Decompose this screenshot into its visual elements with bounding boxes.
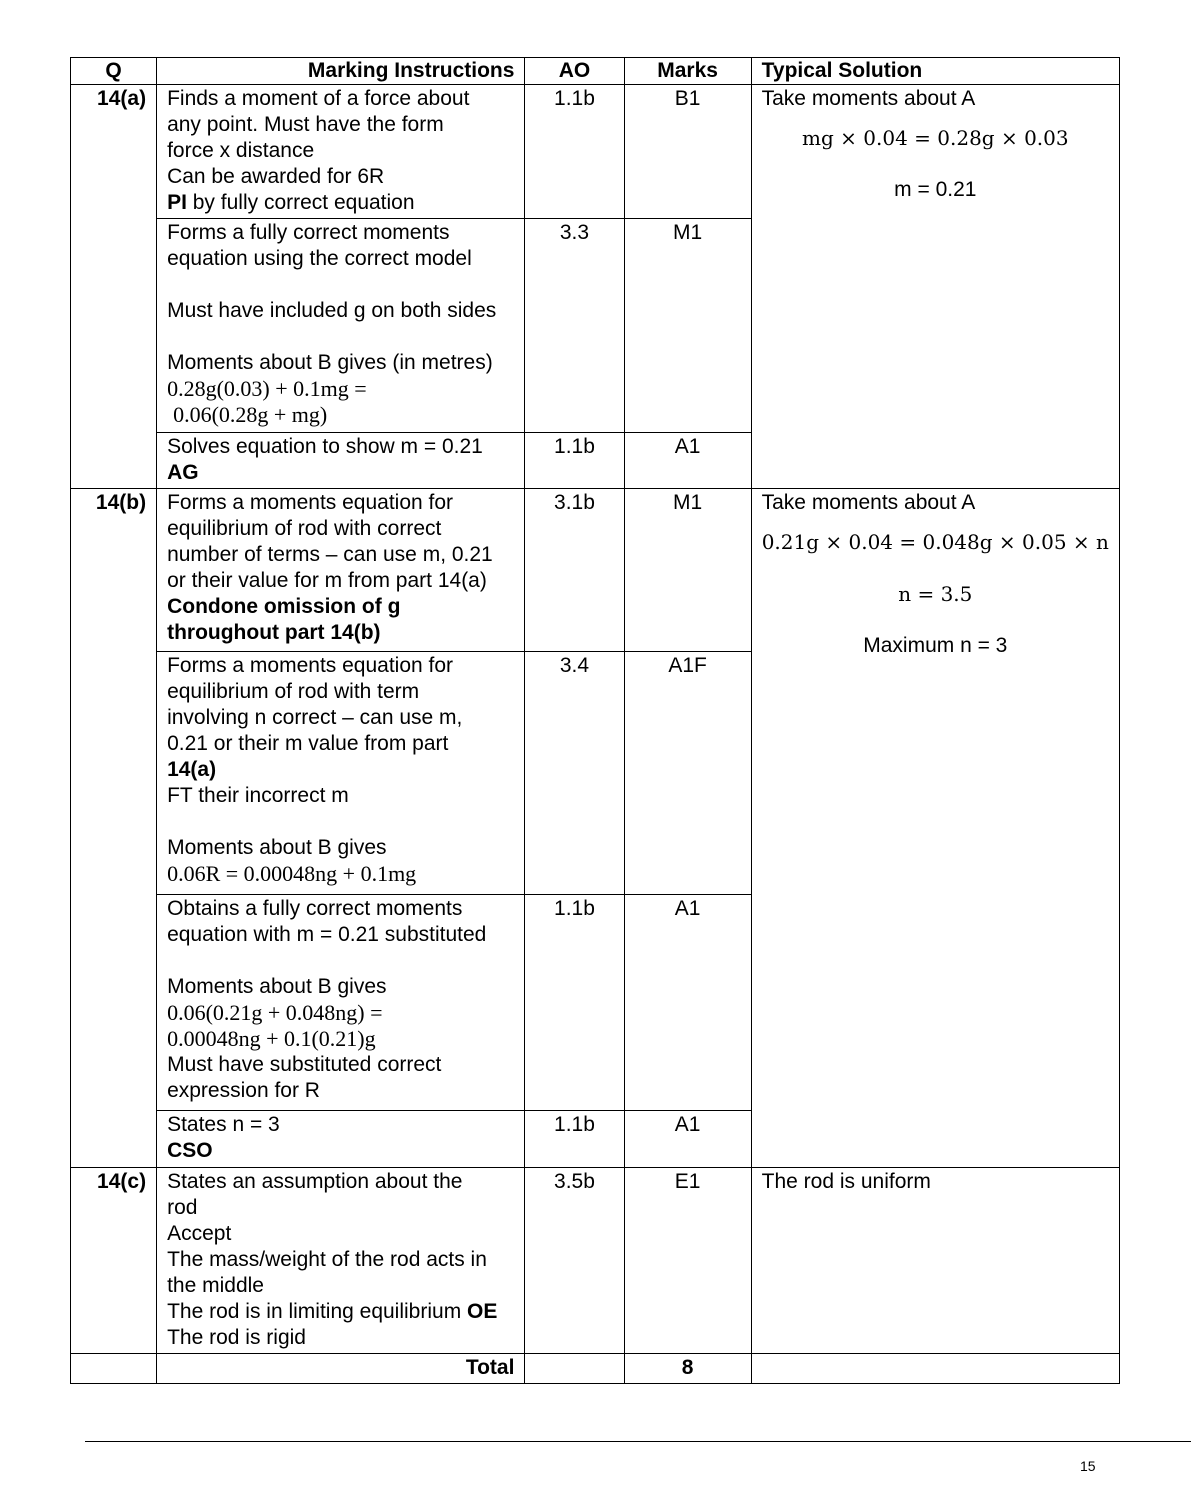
marking-instruction-cell [157, 489, 525, 652]
marking-instruction-cell [157, 433, 525, 489]
total-marks: 8 [624, 1354, 751, 1384]
ao-cell: 3.1b [525, 489, 624, 652]
question-number: 14(b) [71, 489, 157, 1168]
blank-line [167, 948, 514, 974]
instruction-line: PI by fully correct equation [167, 191, 415, 214]
instruction-line: throughout part 14(b) [167, 621, 381, 644]
instruction-line: States n = 3 [167, 1113, 280, 1136]
instruction-line: equilibrium of rod with term [167, 680, 420, 703]
instruction-line: Finds a moment of a force about [167, 87, 470, 110]
solution-line: n = 3.5 [898, 582, 973, 606]
footer-rule [85, 1441, 1191, 1442]
instruction-line: Accept [167, 1222, 232, 1245]
ao-cell: 3.3 [525, 219, 624, 433]
instruction-line: 0.06(0.28g + mg) [173, 402, 328, 427]
blank-line [762, 164, 1109, 177]
solution-line: The rod is uniform [761, 1170, 931, 1193]
marks-cell: A1 [624, 1111, 751, 1168]
marks-cell: A1 [624, 895, 751, 1111]
marking-instruction-cell [157, 895, 525, 1111]
blank-line [762, 555, 1109, 568]
total-label: Total [157, 1354, 525, 1384]
instruction-line: 0.00048ng + 0.1(0.21)g [167, 1026, 376, 1051]
instruction-line: equilibrium of rod with correct [167, 517, 442, 540]
instruction-line: 0.06R = 0.00048ng + 0.1mg [167, 861, 417, 886]
marking-instruction-cell [157, 652, 525, 895]
header-q: Q [71, 58, 157, 85]
instruction-line: equation using the correct model [167, 247, 472, 270]
header-ao: AO [525, 58, 624, 85]
ao-cell: 1.1b [525, 895, 624, 1111]
instruction-line: 14(a) [167, 758, 217, 781]
instruction-line: the middle [167, 1274, 264, 1297]
total-row [71, 1354, 1120, 1384]
solution-line: Take moments about A [761, 491, 976, 514]
instruction-line: The rod is rigid [167, 1326, 306, 1349]
instruction-line: Forms a moments equation for [167, 654, 454, 677]
instruction-line: The mass/weight of the rod acts in [167, 1248, 487, 1271]
instruction-line: equation with m = 0.21 substituted [167, 923, 487, 946]
instruction-line: force x distance [167, 139, 315, 162]
table-row [71, 1168, 1120, 1354]
blank-line [762, 620, 1109, 633]
total-ao-cell [525, 1354, 624, 1384]
total-solution-cell [751, 1354, 1119, 1384]
instruction-line: CSO [167, 1139, 213, 1162]
ao-cell: 1.1b [525, 85, 624, 219]
instruction-line: AG [167, 461, 199, 484]
marking-instruction-cell [157, 1168, 525, 1354]
marks-cell: A1 [624, 433, 751, 489]
instruction-line: 0.06(0.21g + 0.048ng) = [167, 1000, 383, 1025]
page-number: 15 [1080, 1458, 1096, 1474]
header-typical-solution: Typical Solution [751, 58, 1119, 85]
instruction-line: FT their incorrect m [167, 784, 349, 807]
marks-cell: M1 [624, 219, 751, 433]
instruction-line: Solves equation to show m = 0.21 [167, 435, 483, 458]
blank-line [167, 809, 514, 835]
instruction-line: Must have substituted correct [167, 1053, 442, 1076]
instruction-line: Condone omission of g [167, 595, 401, 618]
header-marks: Marks [624, 58, 751, 85]
table-row [71, 85, 1120, 219]
marks-cell: A1F [624, 652, 751, 895]
ao-cell: 1.1b [525, 1111, 624, 1168]
marking-instruction-cell [157, 85, 525, 219]
ao-cell: 3.4 [525, 652, 624, 895]
blank-line [762, 568, 1109, 581]
marking-instruction-cell [157, 1111, 525, 1168]
instruction-line: involving n correct – can use m, [167, 706, 463, 729]
instruction-line: Moments about B gives [167, 975, 387, 998]
ao-cell: 3.5b [525, 1168, 624, 1354]
blank-line [762, 112, 1109, 125]
instruction-line: or their value for m from part 14(a) [167, 569, 487, 592]
mark-scheme-table [70, 57, 1120, 1384]
solution-line: 0.21g × 0.04 = 0.048g × 0.05 × n [761, 530, 1109, 554]
instruction-line: Obtains a fully correct moments [167, 897, 463, 920]
instruction-line: Moments about B gives (in metres) [167, 351, 493, 374]
solution-line: mg × 0.04 = 0.28g × 0.03 [802, 126, 1069, 150]
blank-line [762, 516, 1109, 529]
typical-solution-cell [751, 85, 1119, 489]
instruction-line: 0.28g(0.03) + 0.1mg = [167, 376, 367, 401]
solution-line: m = 0.21 [894, 178, 977, 201]
solution-line: Take moments about A [761, 87, 976, 110]
blank-line [762, 607, 1109, 620]
instruction-line: any point. Must have the form [167, 113, 444, 136]
question-number: 14(a) [71, 85, 157, 489]
instruction-line: States an assumption about the [167, 1170, 463, 1193]
instruction-line: Must have included g on both sides [167, 299, 497, 322]
total-q-cell [71, 1354, 157, 1384]
instruction-line: Can be awarded for 6R [167, 165, 385, 188]
marks-cell: B1 [624, 85, 751, 219]
ao-cell: 1.1b [525, 433, 624, 489]
instruction-line: Forms a fully correct moments [167, 221, 450, 244]
instruction-line: Moments about B gives [167, 836, 387, 859]
instruction-line: rod [167, 1196, 198, 1219]
blank-line [167, 324, 514, 350]
question-number: 14(c) [71, 1168, 157, 1354]
header-marking-instructions: Marking Instructions [157, 58, 525, 85]
blank-line [762, 151, 1109, 164]
marks-cell: M1 [624, 489, 751, 652]
solution-line: Maximum n = 3 [863, 634, 1008, 657]
marks-cell: E1 [624, 1168, 751, 1354]
instruction-line: 0.21 or their m value from part [167, 732, 449, 755]
marking-instruction-cell [157, 219, 525, 433]
instruction-line: The rod is in limiting equilibrium OE [167, 1300, 498, 1323]
instruction-line: Forms a moments equation for [167, 491, 454, 514]
blank-line [167, 272, 514, 298]
instruction-line: number of terms – can use m, 0.21 [167, 543, 493, 566]
typical-solution-cell [751, 489, 1119, 1168]
table-row [71, 489, 1120, 652]
typical-solution-cell [751, 1168, 1119, 1354]
instruction-line: expression for R [167, 1079, 320, 1102]
header-row [71, 58, 1120, 85]
